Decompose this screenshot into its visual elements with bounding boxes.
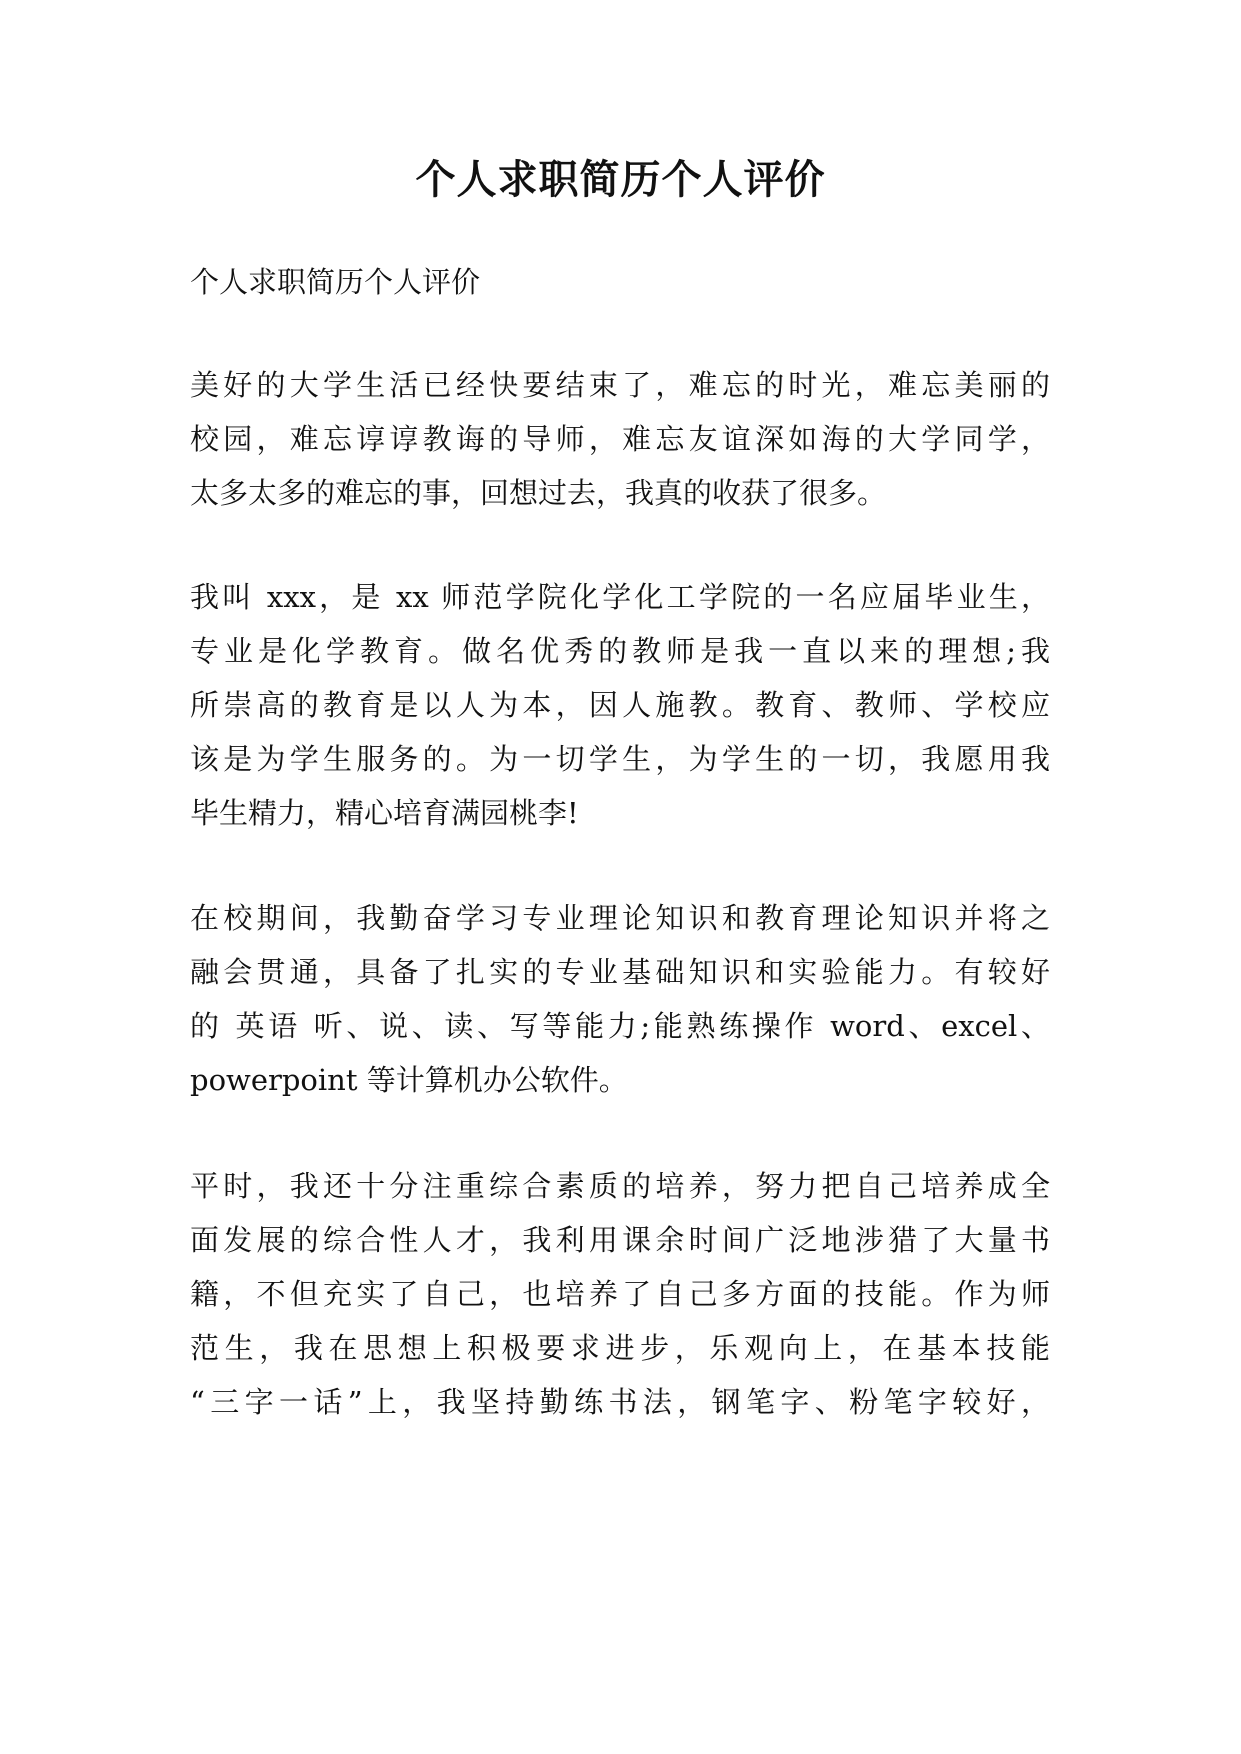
paragraph-line: 平时，我还十分注重综合素质的培养，努力把自己培养成全 bbox=[190, 1169, 1050, 1203]
document-title: 个人求职简历个人评价 bbox=[415, 156, 826, 203]
paragraph-line: 美好的大学生活已经快要结束了，难忘的时光，难忘美丽的 bbox=[190, 368, 1050, 402]
paragraph-line: 在校期间，我勤奋学习专业理论知识和教育理论知识并将之 bbox=[190, 901, 1050, 935]
paragraph-line: 毕生精力，精心培育满园桃李! bbox=[190, 796, 579, 830]
paragraph-line: 范生，我在思想上积极要求进步，乐观向上，在基本技能 bbox=[190, 1331, 1050, 1365]
document-subtitle: 个人求职简历个人评价 bbox=[190, 265, 481, 299]
paragraph-line: 该是为学生服务的。为一切学生，为学生的一切，我愿用我 bbox=[190, 742, 1050, 776]
paragraph-line: 所崇高的教育是以人为本，因人施教。教育、教师、学校应 bbox=[190, 688, 1050, 722]
paragraph-line: 太多太多的难忘的事，回想过去，我真的收获了很多。 bbox=[190, 476, 887, 510]
paragraph-line: “三字一话”上，我坚持勤练书法，钢笔字、粉笔字较好， bbox=[190, 1385, 1050, 1419]
paragraph-line: 籍，不但充实了自己，也培养了自己多方面的技能。作为师 bbox=[190, 1277, 1050, 1311]
paragraph-line: 面发展的综合性人才，我利用课余时间广泛地涉猎了大量书 bbox=[190, 1223, 1050, 1257]
paragraph-line: powerpoint 等计算机办公软件。 bbox=[190, 1063, 628, 1097]
paragraph-line: 专业是化学教育。做名优秀的教师是我一直以来的理想;我 bbox=[190, 634, 1050, 668]
paragraph-line: 校园，难忘谆谆教诲的导师，难忘友谊深如海的大学同学， bbox=[190, 422, 1050, 456]
paragraph-line: 的 英语 听、说、读、写等能力;能熟练操作 word、excel、 bbox=[190, 1009, 1050, 1043]
paragraph-line: 我叫 xxx，是 xx 师范学院化学化工学院的一名应届毕业生， bbox=[190, 580, 1050, 614]
paragraph-line: 融会贯通，具备了扎实的专业基础知识和实验能力。有较好 bbox=[190, 955, 1050, 989]
